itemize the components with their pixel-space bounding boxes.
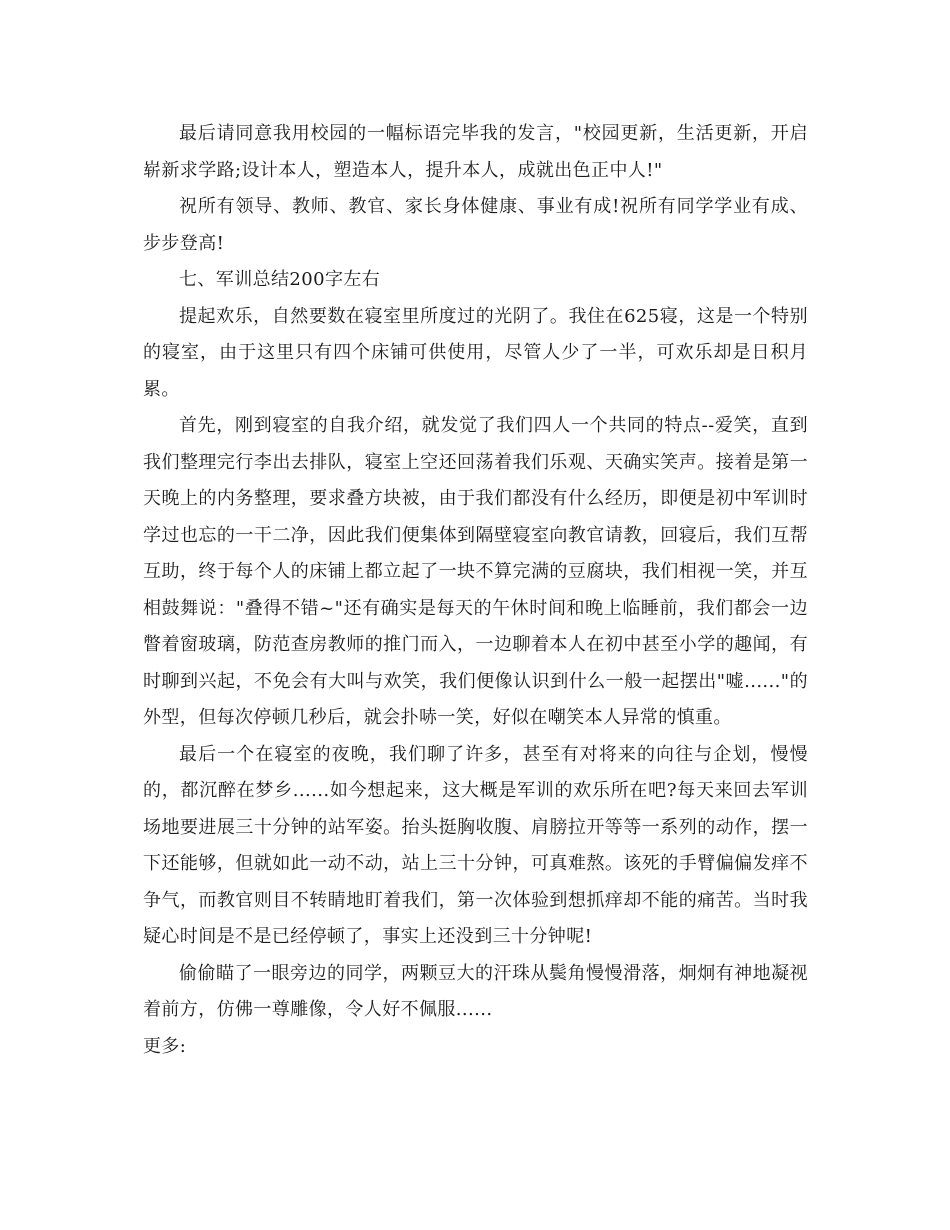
more-label: 更多:: [143, 1035, 187, 1057]
paragraph-classmate: 偷偷瞄了一眼旁边的同学，两颗豆大的汗珠从鬓角慢慢滑落，炯炯有神地凝视着前方，仿佛一尊雕像，令人好不佩服......: [143, 962, 808, 1020]
section-heading: 七、军训总结200字左右: [179, 269, 381, 290]
paragraph-blessing: 祝所有领导、教师、教官、家长身体健康、事业有成!祝所有同学学业有成、步步登高!: [143, 196, 808, 254]
paragraph-closing-slogan: 最后请同意我用校园的一幅标语完毕我的发言，"校园更新，生活更新，开启崭新求学路;设计本人，塑造本人，提升本人，成就出色正中人!": [143, 123, 808, 181]
paragraph-dorm-story: 首先，刚到寝室的自我介绍，就发觉了我们四人一个共同的特点--爱笑，直到我们整理完行李出去排队，寝室上空还回荡着我们乐观、天确实笑声。接着是第一天晚上的内务整理，要求叠方块被，由于我们都没有什么经历，即便是初中军训时学过也忘的一干二净，因此我们便集体到隔壁寝室向教官请教，回寝后，我们互帮互助，终于每个人的床铺上都立起了一块不算完满的豆腐块，我们相视一笑，并互相鼓舞说："叠得不错~"还有确实是每天的午休时间和晚上临睡前，我们都会一边瞥着窗玻璃，防范查房教师的推门而入，一边聊着本人在初中甚至小学的趣闻，有时聊到兴起，不免会有大叫与欢笑，我们便像认识到什么一般一起摆出"嘘......"的外型，但每次停顿几秒后，就会扑哧一笑，好似在嘲笑本人异常的慎重。: [143, 415, 808, 728]
paragraph-last-night: 最后一个在寝室的夜晚，我们聊了许多，甚至有对将来的向往与企划，慢慢的，都沉醉在梦乡......如今想起来，这大概是军训的欢乐所在吧?每天来回去军训场地要进展三十分钟的站军姿。抬头挺胸收腹、肩膀拉开等等一系列的动作，摆一下还能够，但就如此一动不动，站上三十分钟，可真难熬。该死的手臂偏偏发痒不争气，而教官则目不转睛地盯着我们，第一次体验到想抓痒却不能的痛苦。当时我疑心时间是不是已经停顿了，事实上还没到三十分钟呢!: [143, 743, 808, 947]
document-body: [143, 116, 808, 1065]
paragraph-dorm-intro: 提起欢乐，自然要数在寝室里所度过的光阴了。我住在625寝，这是一个特别的寝室，由于这里只有四个床铺可供使用，尽管人少了一半，可欢乐却是日积月累。: [143, 305, 808, 400]
